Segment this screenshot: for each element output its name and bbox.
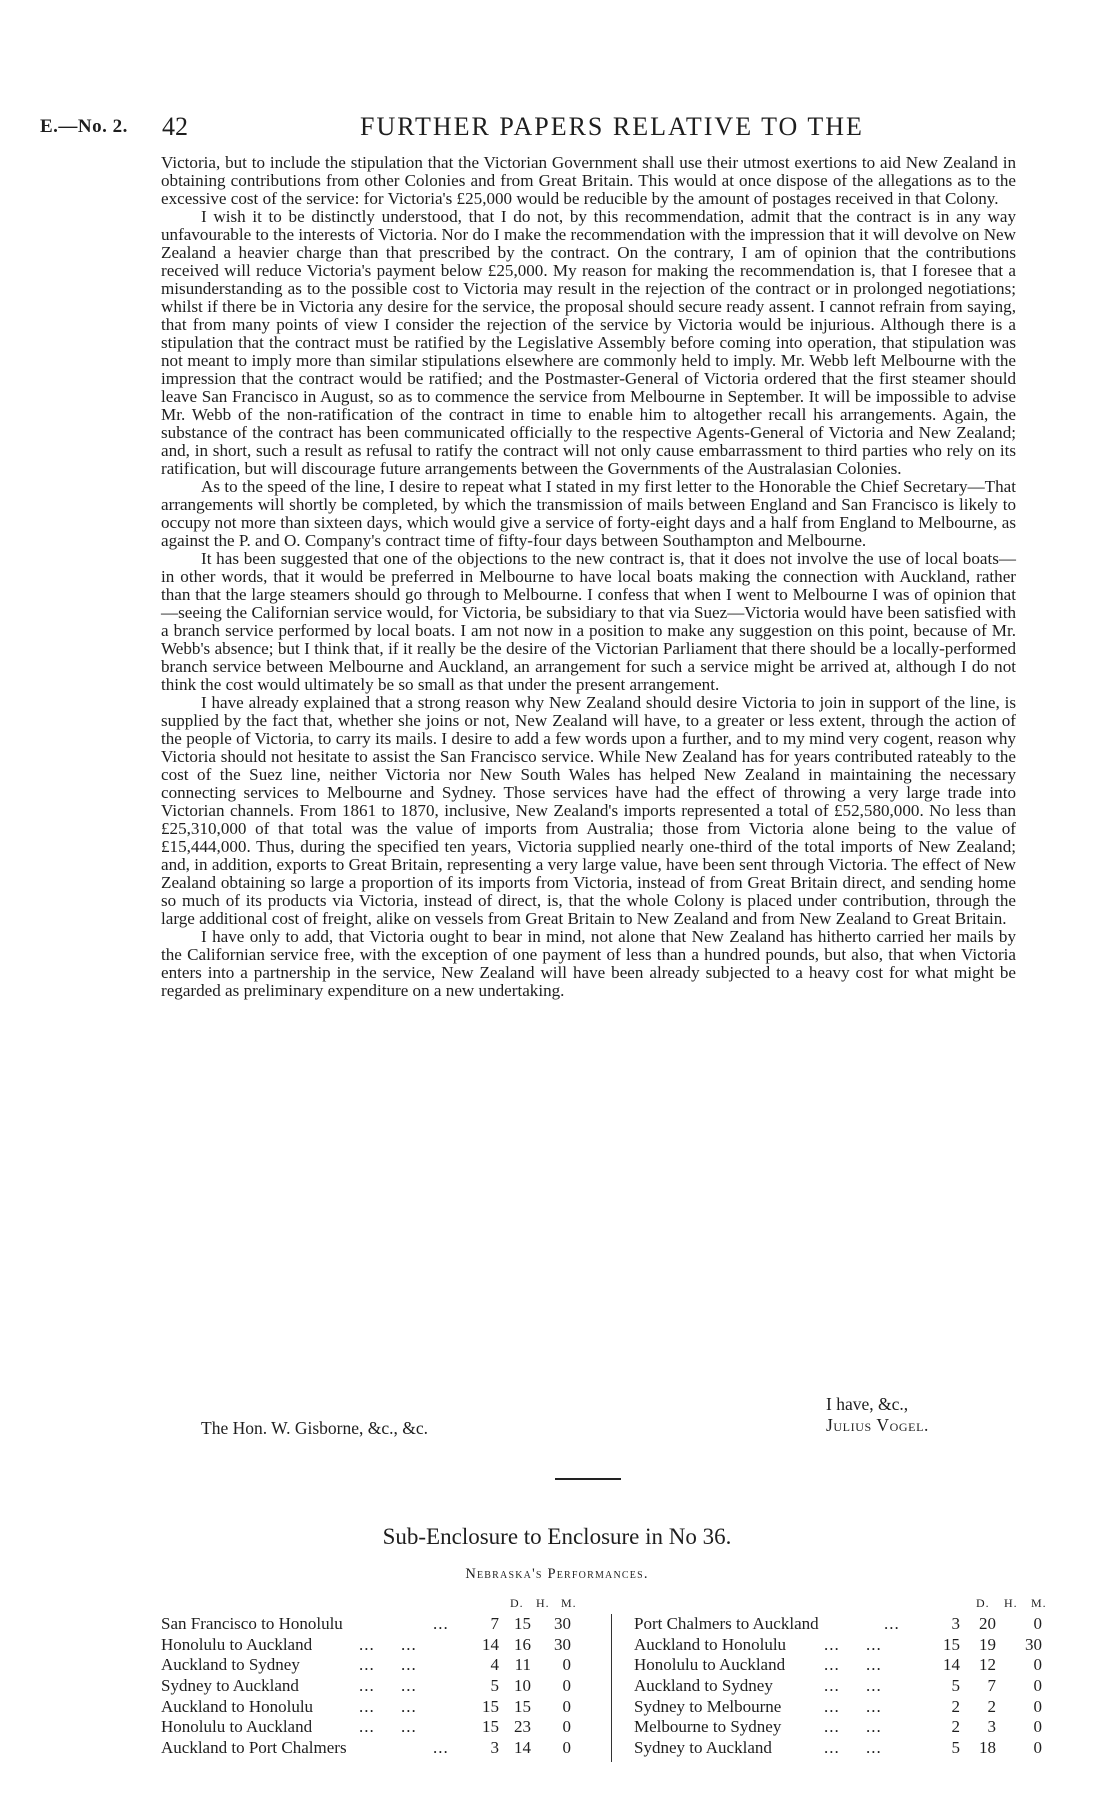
table-row — [634, 1635, 1064, 1656]
hours-value: 3 — [987, 1717, 996, 1737]
table-row — [161, 1697, 591, 1718]
days-value: 2 — [951, 1717, 960, 1737]
table-row — [634, 1614, 1064, 1635]
table-row — [634, 1717, 1064, 1738]
paragraph-recommendation: I wish it to be distinctly understood, that I do not, by this recommendation, admit that the contract is in any way unfavourable to the interests of Victoria. Nor do I make the recommendation with the impression that it will devolve on New Zealand a heavier charge than that prescribed by the contract. On the contrary, I am of opinion that the contributions received will reduce Victoria's payment below £25,000. My reason for making the recommendation is, that I foresee that a misunderstanding as to the possible cost to Victoria may result in the rejection of the contract or in prolonged negotiations; whilst if there be in Victoria any desire for the service, the proposal should secure ready assent. I cannot refrain from saying, that from many points of view I consider the rejection of the service by Victoria would be injurious. Although there is a stipulation that the contract must be ratified by the Legislative Assembly before coming into operation, that stipulation was not meant to imply more than similar stipulations elsewhere are commonly held to imply. Mr. Webb left Melbourne with the impression that the contract would be ratified; and the Postmaster-General of Victoria ordered that the first steamer should leave San Francisco in August, so as to commence the service from Melbourne in September. It will be impossible to advise Mr. Webb of the non-ratification of the contract in time to enable him to altogether recall his arrangements. Again, the substance of the contract has been communicated officially to the respective Agents-General of Victoria and New Zealand; and, in short, such a result as refusal to ratify the contract will not only cause embarrassment to third parties who rely on its ratification, but will discourage future arrangements between the Governments of the Australasian Colonies. — [161, 207, 1016, 478]
minutes-value: 0 — [562, 1696, 571, 1716]
hours-value: 20 — [979, 1614, 996, 1633]
hours-value: 18 — [979, 1738, 996, 1758]
table-caption: Nebraska's Performances. — [465, 1566, 649, 1582]
days-value: 5 — [951, 1738, 960, 1758]
minutes-value: 0 — [1033, 1655, 1042, 1675]
hours-value: 2 — [987, 1696, 996, 1716]
signature-name: Julius Vogel. — [826, 1415, 930, 1435]
col-header-minutes: M. — [1031, 1596, 1047, 1610]
page-header — [40, 112, 1080, 152]
minutes-value: 0 — [1033, 1614, 1042, 1633]
hours-value: 23 — [514, 1717, 531, 1737]
minutes-value: 30 — [1025, 1634, 1042, 1654]
hours-value: 11 — [514, 1655, 531, 1675]
paragraph-continuation: Victoria, but to include the stipulation that the Victorian Government shall use their utmost exertions to aid New Zealand in obtaining contributions from other Colonies and from Great Britain. This would at once dispose of the allegations as to the excessive cost of the service: for Victoria's £25,000 would be reducible by the amount of postages received in that Colony. — [161, 153, 1016, 208]
route-name: Auckland to Honolulu — [161, 1696, 314, 1716]
section-divider — [555, 1478, 621, 1480]
letter-body — [161, 154, 1016, 1000]
minutes-value: 0 — [1033, 1738, 1042, 1758]
paragraph-closing: I have only to add, that Victoria ought to bear in mind, not alone that New Zealand has hitherto carried her mails by the Californian service free, with the exception of one payment of less than a hundred pounds, but also, that when Victoria enters into a partnership in the service, New Zealand will have been already subjected to a heavy cost for what might be regarded as preliminary expenditure on a new undertaking. — [161, 927, 1016, 1000]
route-name: Honolulu to Auckland — [161, 1717, 313, 1737]
page-number: 42 — [162, 112, 188, 141]
days-value: 5 — [951, 1676, 960, 1696]
col-header-hours: H. — [1004, 1596, 1018, 1610]
minutes-value: 0 — [562, 1738, 571, 1758]
table-row — [161, 1717, 591, 1738]
running-title: FURTHER PAPERS RELATIVE TO THE — [360, 112, 864, 141]
table-rows — [634, 1614, 1064, 1759]
days-value: 14 — [482, 1634, 499, 1654]
route-name: Sydney to Auckland — [161, 1676, 299, 1696]
col-header-days: D. — [976, 1596, 990, 1610]
sub-enclosure-title: Sub-Enclosure to Enclosure in No 36. — [382, 1524, 732, 1549]
leader-dots: ... ... — [824, 1634, 882, 1654]
days-value: 7 — [490, 1614, 499, 1633]
leader-dots: ... ... — [359, 1634, 417, 1654]
minutes-value: 0 — [562, 1676, 571, 1696]
route-name: Auckland to Honolulu — [634, 1634, 787, 1654]
performance-table-right — [634, 1594, 1064, 1759]
table-row — [634, 1655, 1064, 1676]
minutes-value: 30 — [554, 1634, 571, 1654]
days-value: 2 — [951, 1696, 960, 1716]
hours-value: 10 — [514, 1676, 531, 1696]
signature-closing: I have, &c., — [826, 1394, 909, 1414]
leader-dots: ... ... — [824, 1717, 882, 1737]
table-row — [634, 1676, 1064, 1697]
column-headers — [161, 1594, 591, 1614]
route-name: Auckland to Sydney — [634, 1676, 773, 1696]
leader-dots: ... ... — [359, 1717, 417, 1737]
route-name: Port Chalmers to Auckland — [634, 1614, 819, 1633]
minutes-value: 0 — [1033, 1717, 1042, 1737]
hours-value: 16 — [514, 1634, 531, 1654]
hours-value: 15 — [514, 1614, 531, 1633]
leader-dots: ... ... — [824, 1738, 882, 1758]
days-value: 5 — [490, 1676, 499, 1696]
minutes-value: 0 — [1033, 1696, 1042, 1716]
route-name: Sydney to Melbourne — [634, 1696, 782, 1716]
days-value: 3 — [951, 1614, 960, 1633]
days-value: 3 — [490, 1738, 499, 1758]
table-row — [161, 1614, 591, 1635]
leader-dots: ... — [433, 1738, 449, 1758]
leader-dots: ... ... — [824, 1696, 882, 1716]
table-column-divider — [611, 1614, 612, 1762]
leader-dots: ... ... — [824, 1655, 882, 1675]
leader-dots: ... — [433, 1614, 449, 1633]
days-value: 4 — [490, 1655, 499, 1675]
route-name: Auckland to Port Chalmers — [161, 1738, 347, 1758]
leader-dots: ... ... — [359, 1696, 417, 1716]
col-header-minutes: M. — [561, 1596, 577, 1610]
table-row — [161, 1738, 591, 1759]
route-name: Melbourne to Sydney — [634, 1717, 782, 1737]
signature-right — [826, 1394, 929, 1436]
hours-value: 15 — [514, 1696, 531, 1716]
days-value: 15 — [943, 1634, 960, 1654]
route-name: Sydney to Auckland — [634, 1738, 772, 1758]
minutes-value: 30 — [554, 1614, 571, 1633]
leader-dots: ... — [884, 1614, 900, 1633]
performance-table-left — [161, 1594, 591, 1759]
days-value: 14 — [943, 1655, 960, 1675]
route-name: San Francisco to Honolulu — [161, 1614, 343, 1633]
leader-dots: ... ... — [359, 1676, 417, 1696]
hours-value: 19 — [979, 1634, 996, 1654]
table-row — [161, 1655, 591, 1676]
column-headers — [634, 1594, 1064, 1614]
paragraph-local-boats: It has been suggested that one of the objections to the new contract is, that it does not involve the use of local boats—in other words, that it would be preferred in Melbourne to have local boats making the connection with Auckland, rather than that the large steamers should go through to Melbourne. I confess that when I went to Melbourne I was of opinion that—seeing the Californian service would, for Victoria, be subsidiary to that via Suez—Victoria would have been satisfied with a branch service performed by local boats. I am not now in a position to make any suggestion on this point, because of Mr. Webb's absence; but I think that, if it really be the desire of the Victorian Parliament that there should be a locally-performed branch service between Melbourne and Auckland, an arrangement for such a service might be arrived at, although I do not think the cost would ultimately be so small as that under the present arrangement. — [161, 549, 1016, 694]
table-rows — [161, 1614, 591, 1759]
hours-value: 14 — [514, 1738, 531, 1758]
days-value: 15 — [482, 1696, 499, 1716]
paragraph-speed: As to the speed of the line, I desire to repeat what I stated in my first letter to the Honorable the Chief Secretary—That arrangements will shortly be completed, by which the transmission of mails between England and San Francisco is likely to occupy not more than sixteen days, which would give a service of forty-eight days and a half from England to Melbourne, as against the P. and O. Company's contract time of fifty-four days between Southampton and Melbourne. — [161, 477, 1016, 550]
document-reference: E.—No. 2. — [40, 116, 128, 137]
days-value: 15 — [482, 1717, 499, 1737]
table-row — [634, 1697, 1064, 1718]
col-header-days: D. — [510, 1596, 524, 1610]
leader-dots: ... ... — [824, 1676, 882, 1696]
addressee: The Hon. W. Gisborne, &c., &c. — [201, 1418, 428, 1438]
signature-block — [161, 1394, 1016, 1444]
paragraph-trade-reason: I have already explained that a strong reason why New Zealand should desire Victoria to join in support of the line, is supplied by the fact that, whether she joins or not, New Zealand will have, to a greater or less extent, through the action of the people of Victoria, to carry its mails. I desire to add a few words upon a further, and to my mind very cogent, reason why Victoria should not hesitate to assist the San Francisco service. While New Zealand has for years contributed rateably to the cost of the Suez line, neither Victoria nor New South Wales has helped New Zealand in maintaining the necessary connecting services to Melbourne and Sydney. Those services have had the effect of throwing a very large trade into Victorian channels. From 1861 to 1870, inclusive, New Zealand's imports represented a total of £52,580,000. No less than £25,310,000 of that total was the value of imports from Australia; those from Victoria alone being to the value of £15,444,000. Thus, during the specified ten years, Victoria supplied nearly one-third of the total imports of New Zealand; and, in addition, exports to Great Britain, representing a very large value, have been sent through Victoria. The effect of New Zealand obtaining so large a proportion of its imports from Victoria, instead of from Great Britain direct, and sending home so much of its products via Victoria, instead of direct, is, that the whole Colony is placed under contribution, through the large additional cost of freight, alike on vessels from Great Britain to New Zealand and from New Zealand to Great Britain. — [161, 693, 1016, 928]
table-row — [161, 1676, 591, 1697]
table-row — [634, 1738, 1064, 1759]
hours-value: 7 — [987, 1676, 996, 1696]
minutes-value: 0 — [562, 1717, 571, 1737]
route-name: Honolulu to Auckland — [634, 1655, 786, 1675]
minutes-value: 0 — [562, 1655, 571, 1675]
leader-dots: ... ... — [359, 1655, 417, 1675]
route-name: Auckland to Sydney — [161, 1655, 300, 1675]
minutes-value: 0 — [1033, 1676, 1042, 1696]
route-name: Honolulu to Auckland — [161, 1634, 313, 1654]
col-header-hours: H. — [536, 1596, 550, 1610]
table-row — [161, 1635, 591, 1656]
hours-value: 12 — [979, 1655, 996, 1675]
